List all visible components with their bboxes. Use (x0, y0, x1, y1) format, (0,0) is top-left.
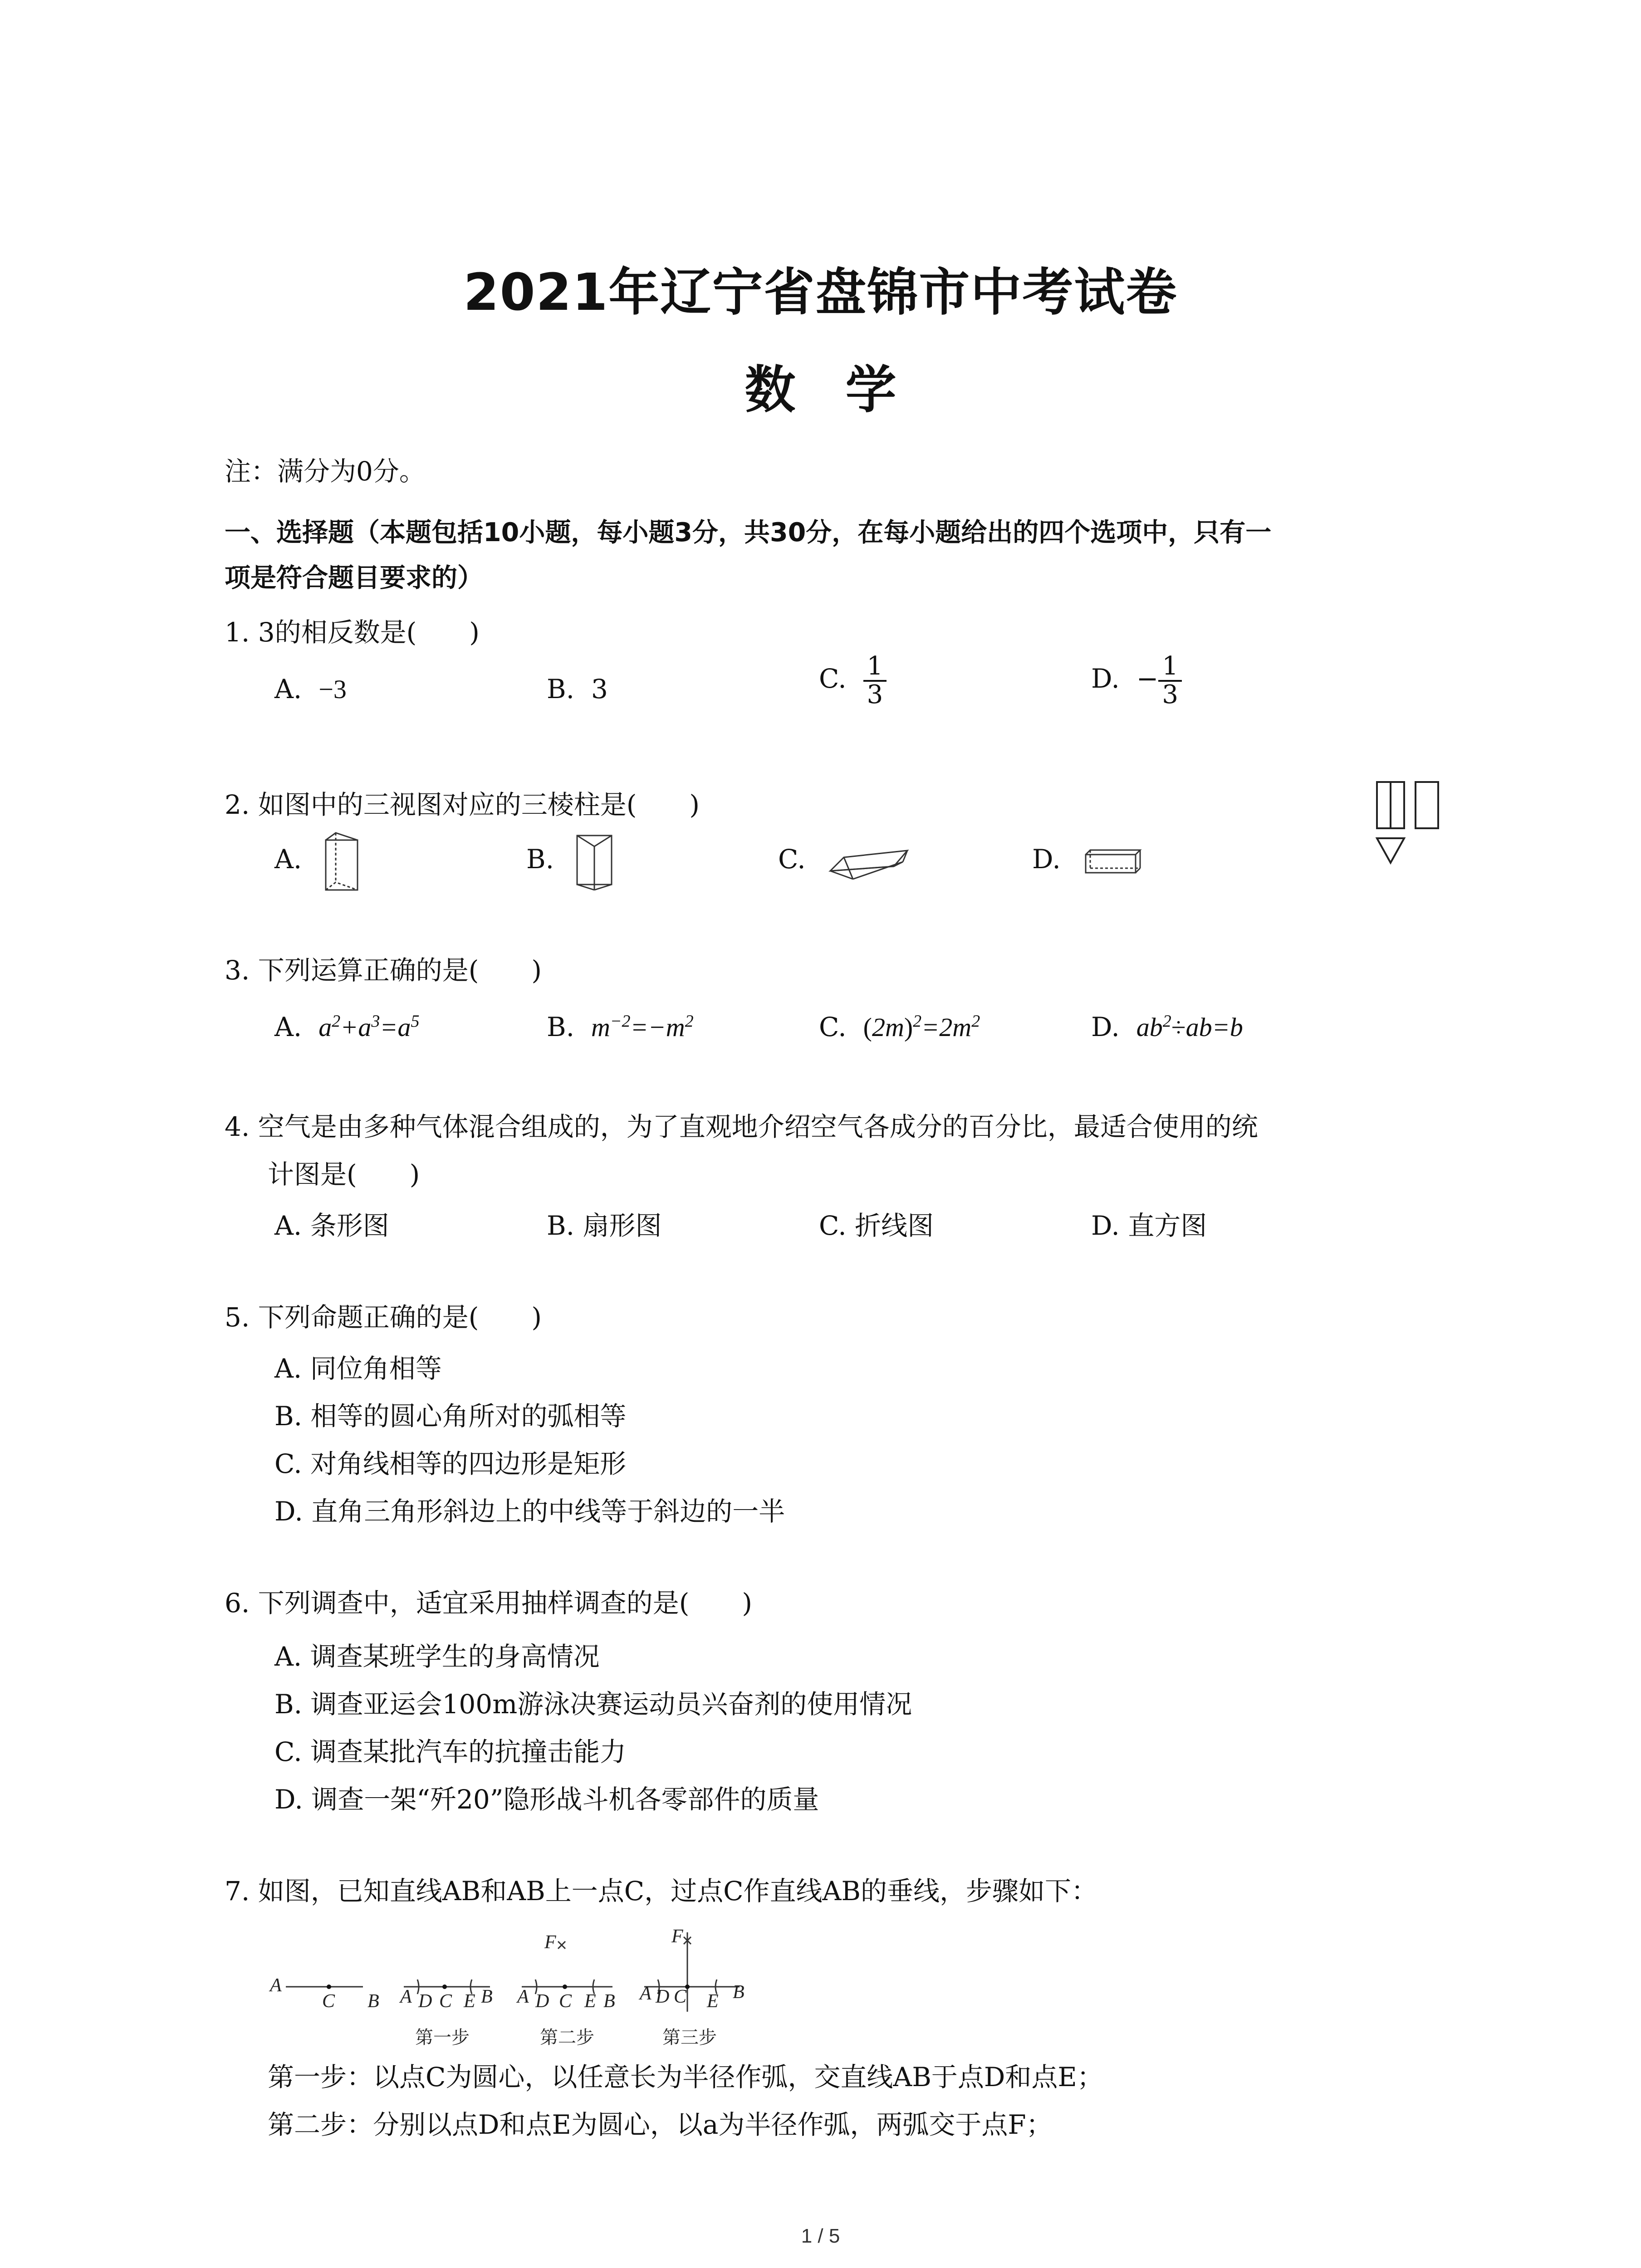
option-label: A. (274, 674, 302, 704)
three-view-figure (1375, 780, 1456, 871)
option-value: −3 (318, 675, 347, 704)
option-label: D. (1091, 1012, 1120, 1042)
construction-steps-figure (268, 1923, 767, 2050)
option-label: B. (547, 674, 575, 704)
q2-option-d[interactable] (1032, 844, 1061, 875)
option-label: B. (547, 1012, 575, 1042)
label-e: E (584, 1991, 596, 2012)
label-a: A (270, 1975, 282, 1996)
label-b: B (733, 1982, 745, 2003)
q5-option-d[interactable]: D. 直角三角形斜边上的中线等于斜边的一半 (274, 1496, 785, 1527)
option-label: A. (274, 1012, 302, 1042)
step2-caption: 第二步 (540, 2027, 594, 2048)
section-heading-line2: 项是符合题目要求的） (225, 563, 483, 593)
label-f: F (544, 1932, 556, 1953)
q2-option-b[interactable] (526, 844, 554, 875)
option-label: B. (526, 844, 554, 875)
option-value: 3 (591, 674, 608, 704)
label-d: D (535, 1991, 549, 2012)
q3-stem: 3. 下列运算正确的是( ) (225, 955, 542, 986)
numerator: 1 (863, 653, 887, 682)
option-expression: $ab^2\div ab=b$ (1136, 1012, 1243, 1042)
q5-option-c[interactable]: C. 对角线相等的四边形是矩形 (274, 1448, 627, 1479)
q6-stem: 6. 下列调查中，适宜采用抽样调查的是( ) (225, 1588, 753, 1618)
q4-stem-line2: 计图是( ) (268, 1159, 420, 1190)
q1-option-c[interactable] (819, 653, 887, 709)
q6-option-d[interactable]: D. 调查一架“歼20”隐形战斗机各零部件的质量 (274, 1784, 819, 1815)
prism-c-icon[interactable] (826, 839, 916, 885)
section-heading-line1: 一、选择题（本题包括10小题，每小题3分，共30分，在每小题给出的四个选项中，只有一 (225, 518, 1272, 547)
page-title: 2021年辽宁省盘锦市中考试卷 (463, 263, 1178, 322)
q1-stem: 1. 3的相反数是( ) (225, 617, 480, 648)
q6-option-b[interactable]: B. 调查亚运会100m游泳决赛运动员兴奋剂的使用情况 (274, 1689, 912, 1720)
q2-stem: 2. 如图中的三视图对应的三棱柱是( ) (225, 789, 700, 820)
page-number: 1 / 5 (801, 2225, 840, 2247)
q4-option-d[interactable]: D. 直方图 (1091, 1210, 1207, 1241)
subject-title: 数学 (745, 361, 946, 420)
q4-option-b[interactable]: B. 扇形图 (547, 1210, 662, 1241)
prism-a-icon[interactable] (318, 830, 367, 894)
step1-caption: 第一步 (415, 2027, 470, 2048)
q5-stem: 5. 下列命题正确的是( ) (225, 1302, 542, 1333)
label-d: D (656, 1986, 670, 2007)
q3-option-c[interactable] (819, 1012, 980, 1042)
prism-d-icon[interactable] (1082, 848, 1146, 885)
label-d: D (418, 1991, 432, 2012)
q7-step1: 第一步：以点C为圆心，以任意长为半径作弧，交直线AB于点D和点E； (268, 2062, 1103, 2092)
fraction (863, 653, 887, 709)
fraction (1158, 653, 1182, 709)
q5-option-a[interactable]: A. 同位角相等 (274, 1353, 442, 1384)
q3-option-a[interactable] (274, 1012, 419, 1042)
numerator: 1 (1158, 653, 1182, 682)
q1-option-a[interactable] (274, 674, 347, 704)
q6-option-c[interactable]: C. 调查某批汽车的抗撞击能力 (274, 1736, 627, 1767)
option-label: D. (1032, 844, 1061, 875)
option-expression: $(2m)^2=2m^2$ (863, 1012, 980, 1042)
q3-option-b[interactable] (547, 1012, 694, 1042)
q4-option-c[interactable]: C. 折线图 (819, 1210, 934, 1241)
label-b: B (481, 1986, 493, 2007)
label-a: A (400, 1986, 412, 2007)
prism-b-icon[interactable] (572, 830, 622, 894)
label-a: A (640, 1983, 652, 2004)
option-label: A. (274, 844, 302, 875)
score-note: 注：满分为0分。 (225, 456, 426, 487)
q4-stem-line1: 4. 空气是由多种气体混合组成的，为了直观地介绍空气各成分的百分比，最适合使用的统 (225, 1111, 1258, 1142)
q2-option-c[interactable] (778, 844, 806, 875)
minus-sign: − (1136, 663, 1159, 694)
q7-step2: 第二步：分别以点D和点E为圆心，以a为半径作弧，两弧交于点F； (268, 2109, 1053, 2140)
q5-option-b[interactable]: B. 相等的圆心角所对的弧相等 (274, 1401, 627, 1432)
denominator: 3 (867, 679, 883, 709)
label-e: E (707, 1991, 719, 2012)
option-label: D. (1091, 663, 1120, 694)
q1-option-b[interactable] (547, 674, 608, 704)
label-f: F (671, 1926, 683, 1947)
label-a: A (517, 1986, 529, 2007)
option-label: C. (819, 1012, 847, 1042)
label-b: B (603, 1991, 615, 2012)
option-label: C. (819, 663, 847, 694)
q4-option-a[interactable]: A. 条形图 (274, 1210, 389, 1241)
label-c: C (674, 1986, 687, 2007)
q3-option-d[interactable] (1091, 1012, 1243, 1042)
label-e: E (464, 1991, 475, 2012)
q2-option-a[interactable] (274, 844, 302, 875)
label-c: C (559, 1991, 572, 2012)
option-label: C. (778, 844, 806, 875)
option-expression: $m^{-2}=-m^2$ (591, 1012, 694, 1042)
label-c: C (439, 1991, 452, 2012)
label-b: B (367, 1991, 379, 2012)
denominator: 3 (1162, 679, 1178, 709)
top-view (1377, 838, 1404, 863)
step3-caption: 第三步 (662, 2027, 717, 2048)
label-c: C (322, 1991, 335, 2012)
q6-option-a[interactable]: A. 调查某班学生的身高情况 (274, 1641, 600, 1672)
option-expression: $a^2+a^3=a^5$ (318, 1012, 420, 1042)
side-view (1416, 782, 1438, 828)
q1-option-d[interactable] (1091, 653, 1182, 709)
q7-stem: 7. 如图，已知直线AB和AB上一点C，过点C作直线AB的垂线，步骤如下： (225, 1876, 1098, 1906)
